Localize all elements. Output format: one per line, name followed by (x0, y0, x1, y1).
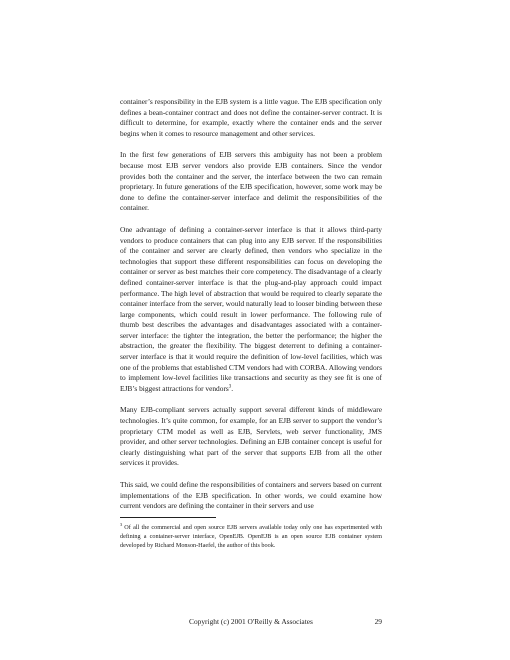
footer-copyright: Copyright (c) 2001 O'Reilly & Associates (189, 617, 313, 626)
body-text (120, 97, 382, 523)
paragraph-5: This said, we could define the responsibilities of containers and servers based on current implementations of the EJB specification. In other words, we could examine how current vendors are defining the container in their servers and use (120, 480, 382, 511)
footnote-divider (120, 517, 216, 518)
paragraph-3-text: One advantage of defining a container-server interface is that it allows third-party vendors to produce containers that can plug into any EJB server. If the responsibilities of the container and server are clearly defined, then vendors who specialize in the technologies that support these different responsibilities can focus on developing the container or server as best matches their core competency. The disadvantage of a clearly defined container-server interface is that the plug-and-play approach could impact performance. The high level of abstraction that would be required to clearly separate the container interface from the server, would naturally lead to looser binding between these large components, which could result in lower performance. The following rule of thumb best describes the advantages and disadvantages associated with a container-server interface: the tighter the integration, the better the performance; the higher the abstraction, the greater the flexibility. The biggest deterrent to defining a container-server interface is that it would require the definition of low-level facilities, which was one of the problems that established CTM vendors had with CORBA. Allowing vendors to implement low-level facilities like transactions and security as they see fit is one of EJB’s biggest attractions for vendors (120, 224, 382, 393)
paragraph-3-end: . (231, 383, 234, 393)
page-number: 29 (374, 617, 382, 626)
footnote-text: Of all the commercial and open source EJB servers available today only one has experimented with defining a container-server interface, OpenEJB. OpenEJB is an open source EJB container system developed by Richard Monson-Haefel, the author of this book. (120, 524, 382, 549)
footnote-marker: 3 (120, 521, 123, 527)
paragraph-2: In the first few generations of EJB servers this ambiguity has not been a problem because most EJB server vendors also provide EJB containers. Since the vendor provides both the container and the server, the interface between the two can remain proprietary. In future generations of the EJB specification, however, some work may be done to define the container-server interface and delimit the responsibilities of the container. (120, 150, 382, 213)
paragraph-1: container’s responsibility in the EJB system is a little vague. The EJB specification only defines a bean-container contract and does not define the container-server contract. It is difficult to determine, for example, exactly where the container ends and the server begins when it comes to resource management and other services. (120, 97, 382, 138)
footnote (120, 523, 382, 550)
footnote-reference: 3 (228, 384, 232, 390)
paragraph-4: Many EJB-compliant servers actually support several different kinds of middleware technologies. It’s quite common, for example, for an EJB server to support the vendor’s proprietary CTM model as well as EJB, Servlets, web server functionality, JMS provider, and other server technologies. Defining an EJB container concept is useful for clearly distinguishing what part of the server that supports EJB from all the other services it provides. (120, 405, 382, 468)
paragraph-3 (120, 225, 382, 395)
